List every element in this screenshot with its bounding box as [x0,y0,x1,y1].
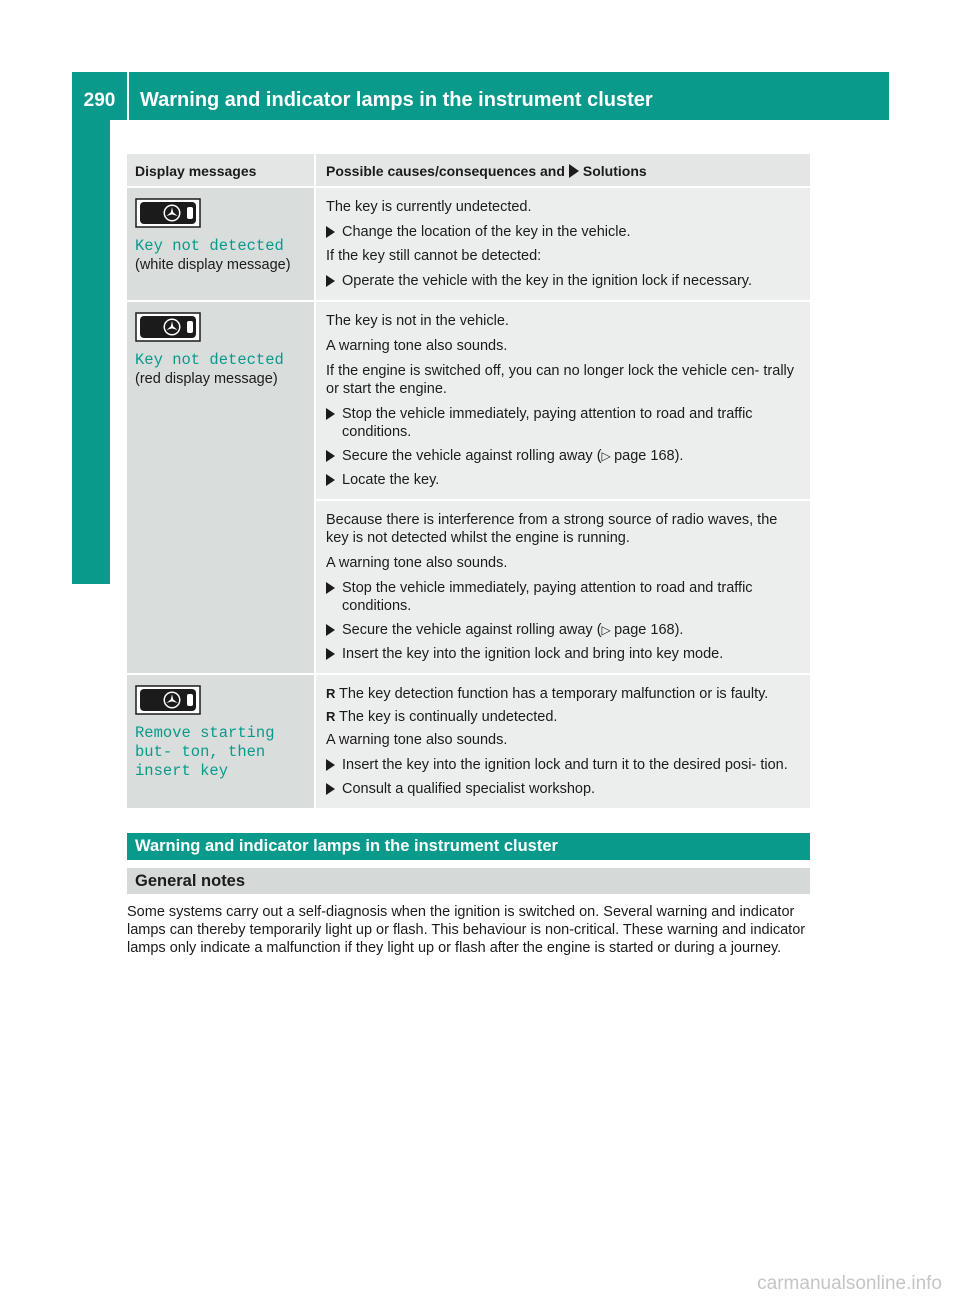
item-text: The key is not in the vehicle. [326,313,509,329]
result-item [326,685,802,703]
item-text: The key detection function has a temporary malfunction or is faulty. [339,686,769,702]
result-item [326,708,802,726]
table-row [127,300,810,673]
col-header-solutions-text: Solutions [582,163,647,179]
item-text: Because there is interference from a strong source of radio waves, the key is not detected whilst the engine is running. [326,512,778,546]
item-text-tail: ). [674,622,684,638]
key-icon [135,198,201,228]
item-text: If the key still cannot be detected: [326,248,542,264]
cause-block [316,188,810,300]
header-separator [127,72,129,120]
item-text: Secure the vehicle against rolling away ( [342,622,602,638]
general-notes-text: Some systems carry out a self-diagnosis when the ignition is switched on. Several warning and indicator lamps can thereby temporarily light up or flash. This behaviour is non-critical. These warning and indicator lamps only indicate a malfunction if they light up or flash after the engine is started or during a journey. [127,904,806,956]
page-reference-link[interactable]: page 168 [614,448,675,464]
cause-text [326,362,802,398]
cause-block [316,499,810,673]
section-title: Warning and indicator lamps in the instrument cluster [127,833,810,860]
cause-text [326,511,802,547]
display-message-cell [127,302,314,673]
page-header-title: Warning and indicator lamps in the instrument cluster [140,89,653,111]
causes-solutions-cell [314,188,810,300]
item-text: A warning tone also sounds. [326,732,508,748]
col-header-causes-text: Possible causes/consequences and [326,163,565,179]
item-text: Stop the vehicle immediately, paying attention to road and traffic conditions. [342,580,753,614]
page-reference-link[interactable]: page 168 [614,622,675,638]
cause-text [326,731,802,749]
page-number: 290 [83,90,116,111]
item-text: Insert the key into the ignition lock and turn it to the desired posi- tion. [342,757,788,773]
display-message-text: Key not detected [135,237,284,255]
section-subtitle: General notes [127,868,810,894]
action-step [326,272,802,290]
action-step [326,621,802,639]
col-header-display-messages: Display messages [135,163,257,179]
item-text: If the engine is switched off, you can no longer lock the vehicle cen- trally or start the engine. [326,363,795,397]
item-text: Stop the vehicle immediately, paying attention to road and traffic conditions. [342,406,753,440]
table-row [127,186,810,300]
cause-block [316,302,810,499]
page-ref-arrow-icon: ▷ [601,449,615,463]
item-text: Consult a qualified specialist workshop. [342,781,596,797]
cause-text [326,337,802,355]
cause-text [326,198,802,216]
cause-text [326,247,802,265]
display-message-cell [127,675,314,808]
key-icon [135,312,201,342]
table-row [127,673,810,808]
action-step [326,447,802,465]
item-text: Operate the vehicle with the key in the ignition lock if necessary. [342,273,752,289]
display-message-cell [127,188,314,300]
page-ref-arrow-icon: ▷ [601,623,615,637]
item-text: Change the location of the key in the vehicle. [342,224,631,240]
causes-solutions-cell [314,675,810,808]
chapter-label: On-board computer and displays [79,195,102,509]
display-message-note: (red display message) [135,371,278,387]
key-icon [135,685,201,715]
watermark: carmanualsonline.info [757,1273,942,1294]
item-text: A warning tone also sounds. [326,338,508,354]
display-message-text: Remove starting but- ton, then insert key [135,724,275,780]
item-text: A warning tone also sounds. [326,555,508,571]
display-messages-table [127,154,810,808]
item-text: Secure the vehicle against rolling away ( [342,448,602,464]
item-text-tail: ). [674,448,684,464]
cause-text [326,312,802,330]
cause-block [316,675,810,808]
item-text: The key is continually undetected. [339,709,558,725]
item-text: The key is currently undetected. [326,199,532,215]
table-body [127,186,810,808]
action-step [326,756,802,774]
item-text: Insert the key into the ignition lock and bring into key mode. [342,646,724,662]
table-header-row [127,154,810,186]
action-step [326,579,802,615]
action-step [326,405,802,441]
display-message-note: (white display message) [135,257,291,273]
action-step [326,645,802,663]
action-step [326,471,802,489]
causes-solutions-cell [314,302,810,673]
action-step [326,223,802,241]
col-header-causes-solutions [314,154,810,186]
display-message-text: Key not detected [135,351,284,369]
cause-text [326,554,802,572]
item-text: Locate the key. [342,472,440,488]
action-arrow-icon [569,164,579,178]
action-step [326,780,802,798]
